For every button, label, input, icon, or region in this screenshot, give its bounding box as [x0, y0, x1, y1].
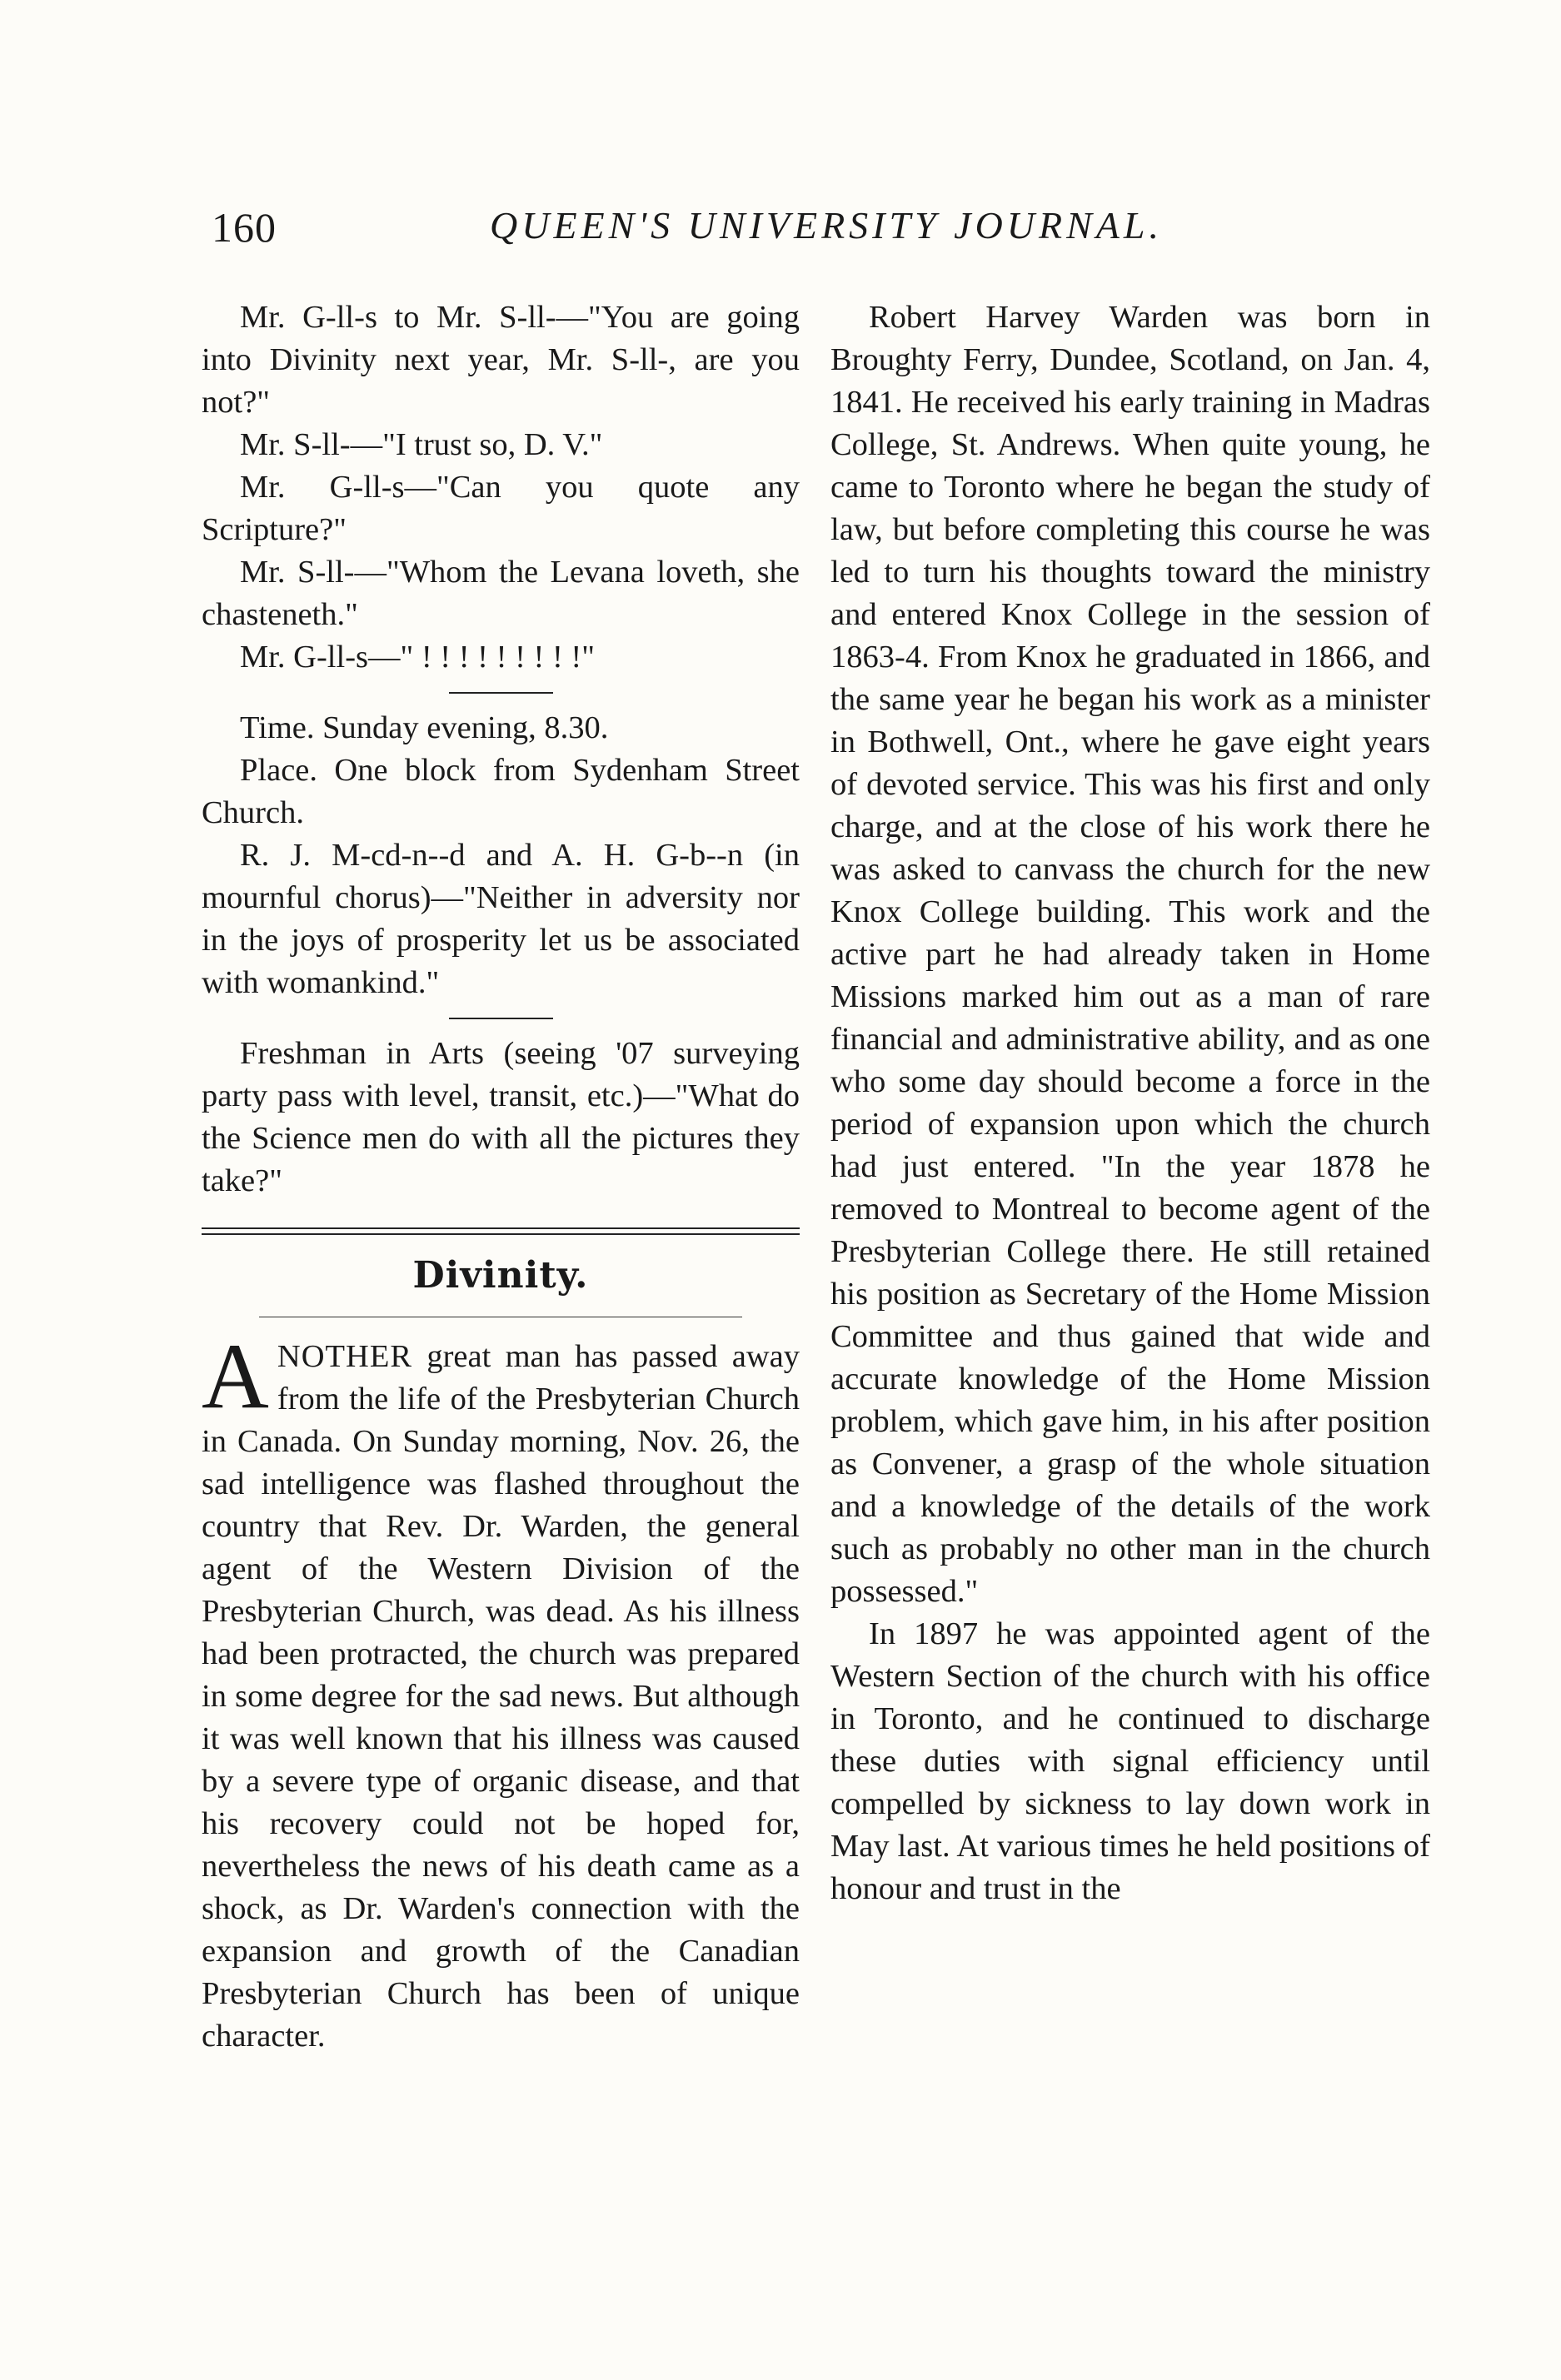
dialogue-line: Time. Sunday evening, 8.30. [240, 710, 609, 745]
running-title: QUEEN'S UNIVERSITY JOURNAL. [490, 204, 1163, 246]
dialogue-line: Place. One block from Sydenham Street Church. [202, 753, 800, 830]
dialogue-line: Mr. G-ll-s—"Can you quote any Scripture?" [202, 470, 800, 547]
page-header [198, 198, 1431, 256]
right-column [830, 296, 1430, 1910]
separator-rule [449, 1018, 553, 1019]
dialogue-line: Mr. S-ll-—"I trust so, D. V." [240, 427, 603, 462]
biography-paragraph: In 1897 he was appointed agent of the Western Section of the church with his office in Toronto, and he continued to discharge these duties with signal efficiency until compelled by sickness to lay down work in May last. At various times he held positions of honour and trust in the [830, 1616, 1430, 1906]
dialogue-line: R. J. M-cd-n--d and A. H. G-b--n (in mournful chorus)—"Neither in adversity nor in the joys of prosperity let us be associated with womankind." [202, 838, 800, 1000]
dialogue-line: Mr. S-ll-—"Whom the Levana loveth, she chasteneth." [202, 555, 800, 632]
left-column [202, 296, 800, 2058]
separator-rule [449, 692, 553, 694]
freshman-anecdote: Freshman in Arts (seeing '07 surveying party pass with level, transit, etc.)—"What do the Science men do with all the pictures they take?" [202, 1036, 800, 1198]
drop-cap: A [202, 1325, 269, 1428]
section-heading-divinity: Divinity. [412, 1254, 589, 1297]
dialogue-line: Mr. G-ll-s—" ! ! ! ! ! ! ! ! !" [240, 640, 595, 675]
article-first-paragraph [202, 1325, 800, 2058]
section-double-rule [202, 1227, 800, 1235]
biography-paragraph: Robert Harvey Warden was born in Broughty Ferry, Dundee, Scotland, on Jan. 4, 1841. He received his early training in Madras College, St. Andrews. When quite young, he came to Toronto where he began the study of law, but before completing this course he was led to turn his thoughts toward the ministry and entered Knox College in the session of 1863-4. From Knox he graduated in 1866, and the same year he began his work as a minister in Bothwell, Ont., where he gave eight years of devoted service. This was his first and only charge, and at the close of his work there he was asked to canvass the church for the new Knox College building. This work and the active part he had already taken in Home Missions marked him out as a man of rare financial and administrative ability, and as one who some day should become a force in the period of expansion upon which the church had just entered. "In the year 1878 he removed to Montreal to become agent of the Presbyterian College there. He still retained his position as Secretary of the Home Mission Committee and thus gained that wide and accurate knowledge of the Home Mission problem, which gave him, in his after position as Convener, a grasp of the whole situation and a knowledge of the details of the work such as probably no other man in the church possessed." [830, 300, 1430, 1609]
lead-word: NOTHER [277, 1339, 413, 1374]
article-body: great man has passed away from the life of the Presbyterian Church in Canada. On Sunday morning, Nov. 26, the sad intelligence was flashed throughout the country that Rev. Dr. Warden, the general agent of the Western Division of the Presbyterian Church, was dead. As his illness had been protracted, the church was prepared in some degree for the sad news. But although it was well known that his illness was caused by a severe type of organic disease, and that his recovery could not be hoped for, nevertheless the news of his death came as a shock, as Dr. Warden's connection with the expansion and growth of the Canadian Presbyterian Church has been of unique character. [202, 1339, 800, 2054]
page-number: 160 [212, 204, 277, 251]
dialogue-line: Mr. G-ll-s to Mr. S-ll-—"You are going into Divinity next year, Mr. S-ll-, are you not?" [202, 300, 800, 420]
